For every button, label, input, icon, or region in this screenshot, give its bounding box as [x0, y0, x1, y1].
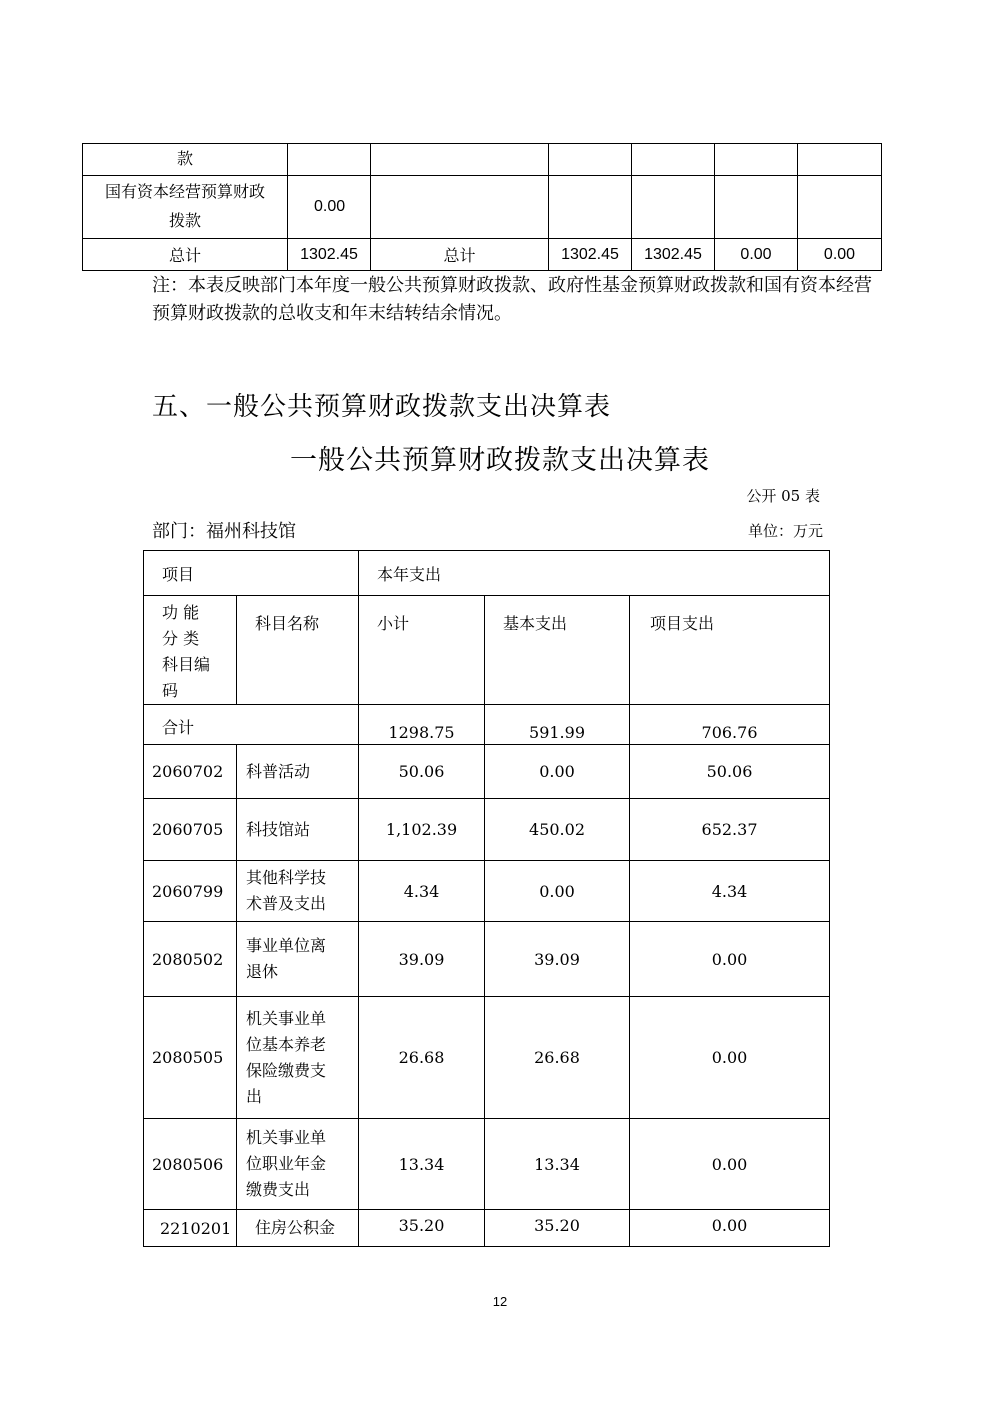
total-subtotal: 1298.75: [359, 705, 485, 745]
expenditure-table: [143, 550, 830, 1247]
table-row: [83, 176, 882, 239]
project-cell: 0.00: [630, 922, 830, 997]
total-value: 0.00: [715, 239, 798, 271]
code-cell: 2080506: [144, 1119, 237, 1210]
name-cell: 事业单位离 退休: [237, 922, 359, 997]
row-label: 国有资本经营预算财政 拨款: [83, 176, 288, 239]
name-cell: 住房公积金: [237, 1210, 359, 1247]
total-row: [83, 239, 882, 271]
header-project: 项目支出: [630, 596, 830, 705]
department-label: 部门：福州科技馆: [152, 521, 296, 542]
project-cell: 50.06: [630, 745, 830, 799]
name-cell: 机关事业单 位职业年金 缴费支出: [237, 1119, 359, 1210]
page-number: 12: [492, 1294, 508, 1309]
header-name: 科目名称: [237, 596, 359, 705]
previous-table-continuation: [82, 143, 882, 271]
basic-cell: 0.00: [485, 861, 630, 922]
total-value: 1302.45: [549, 239, 632, 271]
table-row: [144, 922, 830, 997]
basic-cell: 0.00: [485, 745, 630, 799]
subtotal-cell: 35.20: [359, 1210, 485, 1247]
name-cell: 机关事业单 位基本养老 保险缴费支 出: [237, 997, 359, 1119]
project-cell: 652.37: [630, 799, 830, 861]
total-project: 706.76: [630, 705, 830, 745]
total-value: 1302.45: [632, 239, 715, 271]
basic-cell: 39.09: [485, 922, 630, 997]
code-cell: 2210201: [144, 1210, 237, 1247]
total-value: 0.00: [798, 239, 882, 271]
value-cell: 0.00: [288, 176, 371, 239]
header-this-year: 本年支出: [359, 551, 830, 596]
header-row: [144, 551, 830, 596]
table-row: [144, 1119, 830, 1210]
name-cell: 科普活动: [237, 745, 359, 799]
header-row: [144, 596, 830, 705]
code-cell: 2080505: [144, 997, 237, 1119]
project-cell: 0.00: [630, 1210, 830, 1247]
code-cell: 2060705: [144, 799, 237, 861]
subtotal-cell: 26.68: [359, 997, 485, 1119]
basic-cell: 35.20: [485, 1210, 630, 1247]
table-row: [144, 799, 830, 861]
project-cell: 4.34: [630, 861, 830, 922]
name-cell: 其他科学技 术普及支出: [237, 861, 359, 922]
project-cell: 0.00: [630, 997, 830, 1119]
basic-cell: 450.02: [485, 799, 630, 861]
code-cell: 2060702: [144, 745, 237, 799]
table-row: [144, 745, 830, 799]
project-cell: 0.00: [630, 1119, 830, 1210]
table-row: [83, 144, 882, 176]
name-cell: 科技馆站: [237, 799, 359, 861]
code-cell: 2060799: [144, 861, 237, 922]
total-value: 1302.45: [288, 239, 371, 271]
table-row: [144, 997, 830, 1119]
subtotal-cell: 1,102.39: [359, 799, 485, 861]
unit-label: 单位：万元: [747, 522, 823, 540]
subtotal-cell: 4.34: [359, 861, 485, 922]
table-row: [144, 1210, 830, 1247]
subtotal-cell: 39.09: [359, 922, 485, 997]
total-label: 总计: [83, 239, 288, 271]
total-label: 总计: [371, 239, 549, 271]
basic-cell: 26.68: [485, 997, 630, 1119]
table-row: [144, 861, 830, 922]
header-subtotal: 小计: [359, 596, 485, 705]
table-title: 一般公共预算财政拨款支出决算表: [290, 445, 710, 476]
header-item: 项目: [144, 551, 359, 596]
subtotal-cell: 50.06: [359, 745, 485, 799]
section-heading: 五、一般公共预算财政拨款支出决算表: [152, 392, 612, 422]
total-basic: 591.99: [485, 705, 630, 745]
header-basic: 基本支出: [485, 596, 630, 705]
subtotal-cell: 13.34: [359, 1119, 485, 1210]
total-row: [144, 705, 830, 745]
basic-cell: 13.34: [485, 1119, 630, 1210]
row-label: 款: [83, 144, 288, 176]
table-note: 注：本表反映部门本年度一般公共预算财政拨款、政府性基金预算财政拨款和国有资本经营预算财政拨款的总收支和年末结转结余情况。: [152, 275, 872, 324]
total-label: 合计: [144, 705, 359, 745]
header-code: 功 能 分 类 科目编 码: [144, 596, 237, 705]
form-number: 公开 05 表: [746, 487, 820, 505]
code-cell: 2080502: [144, 922, 237, 997]
